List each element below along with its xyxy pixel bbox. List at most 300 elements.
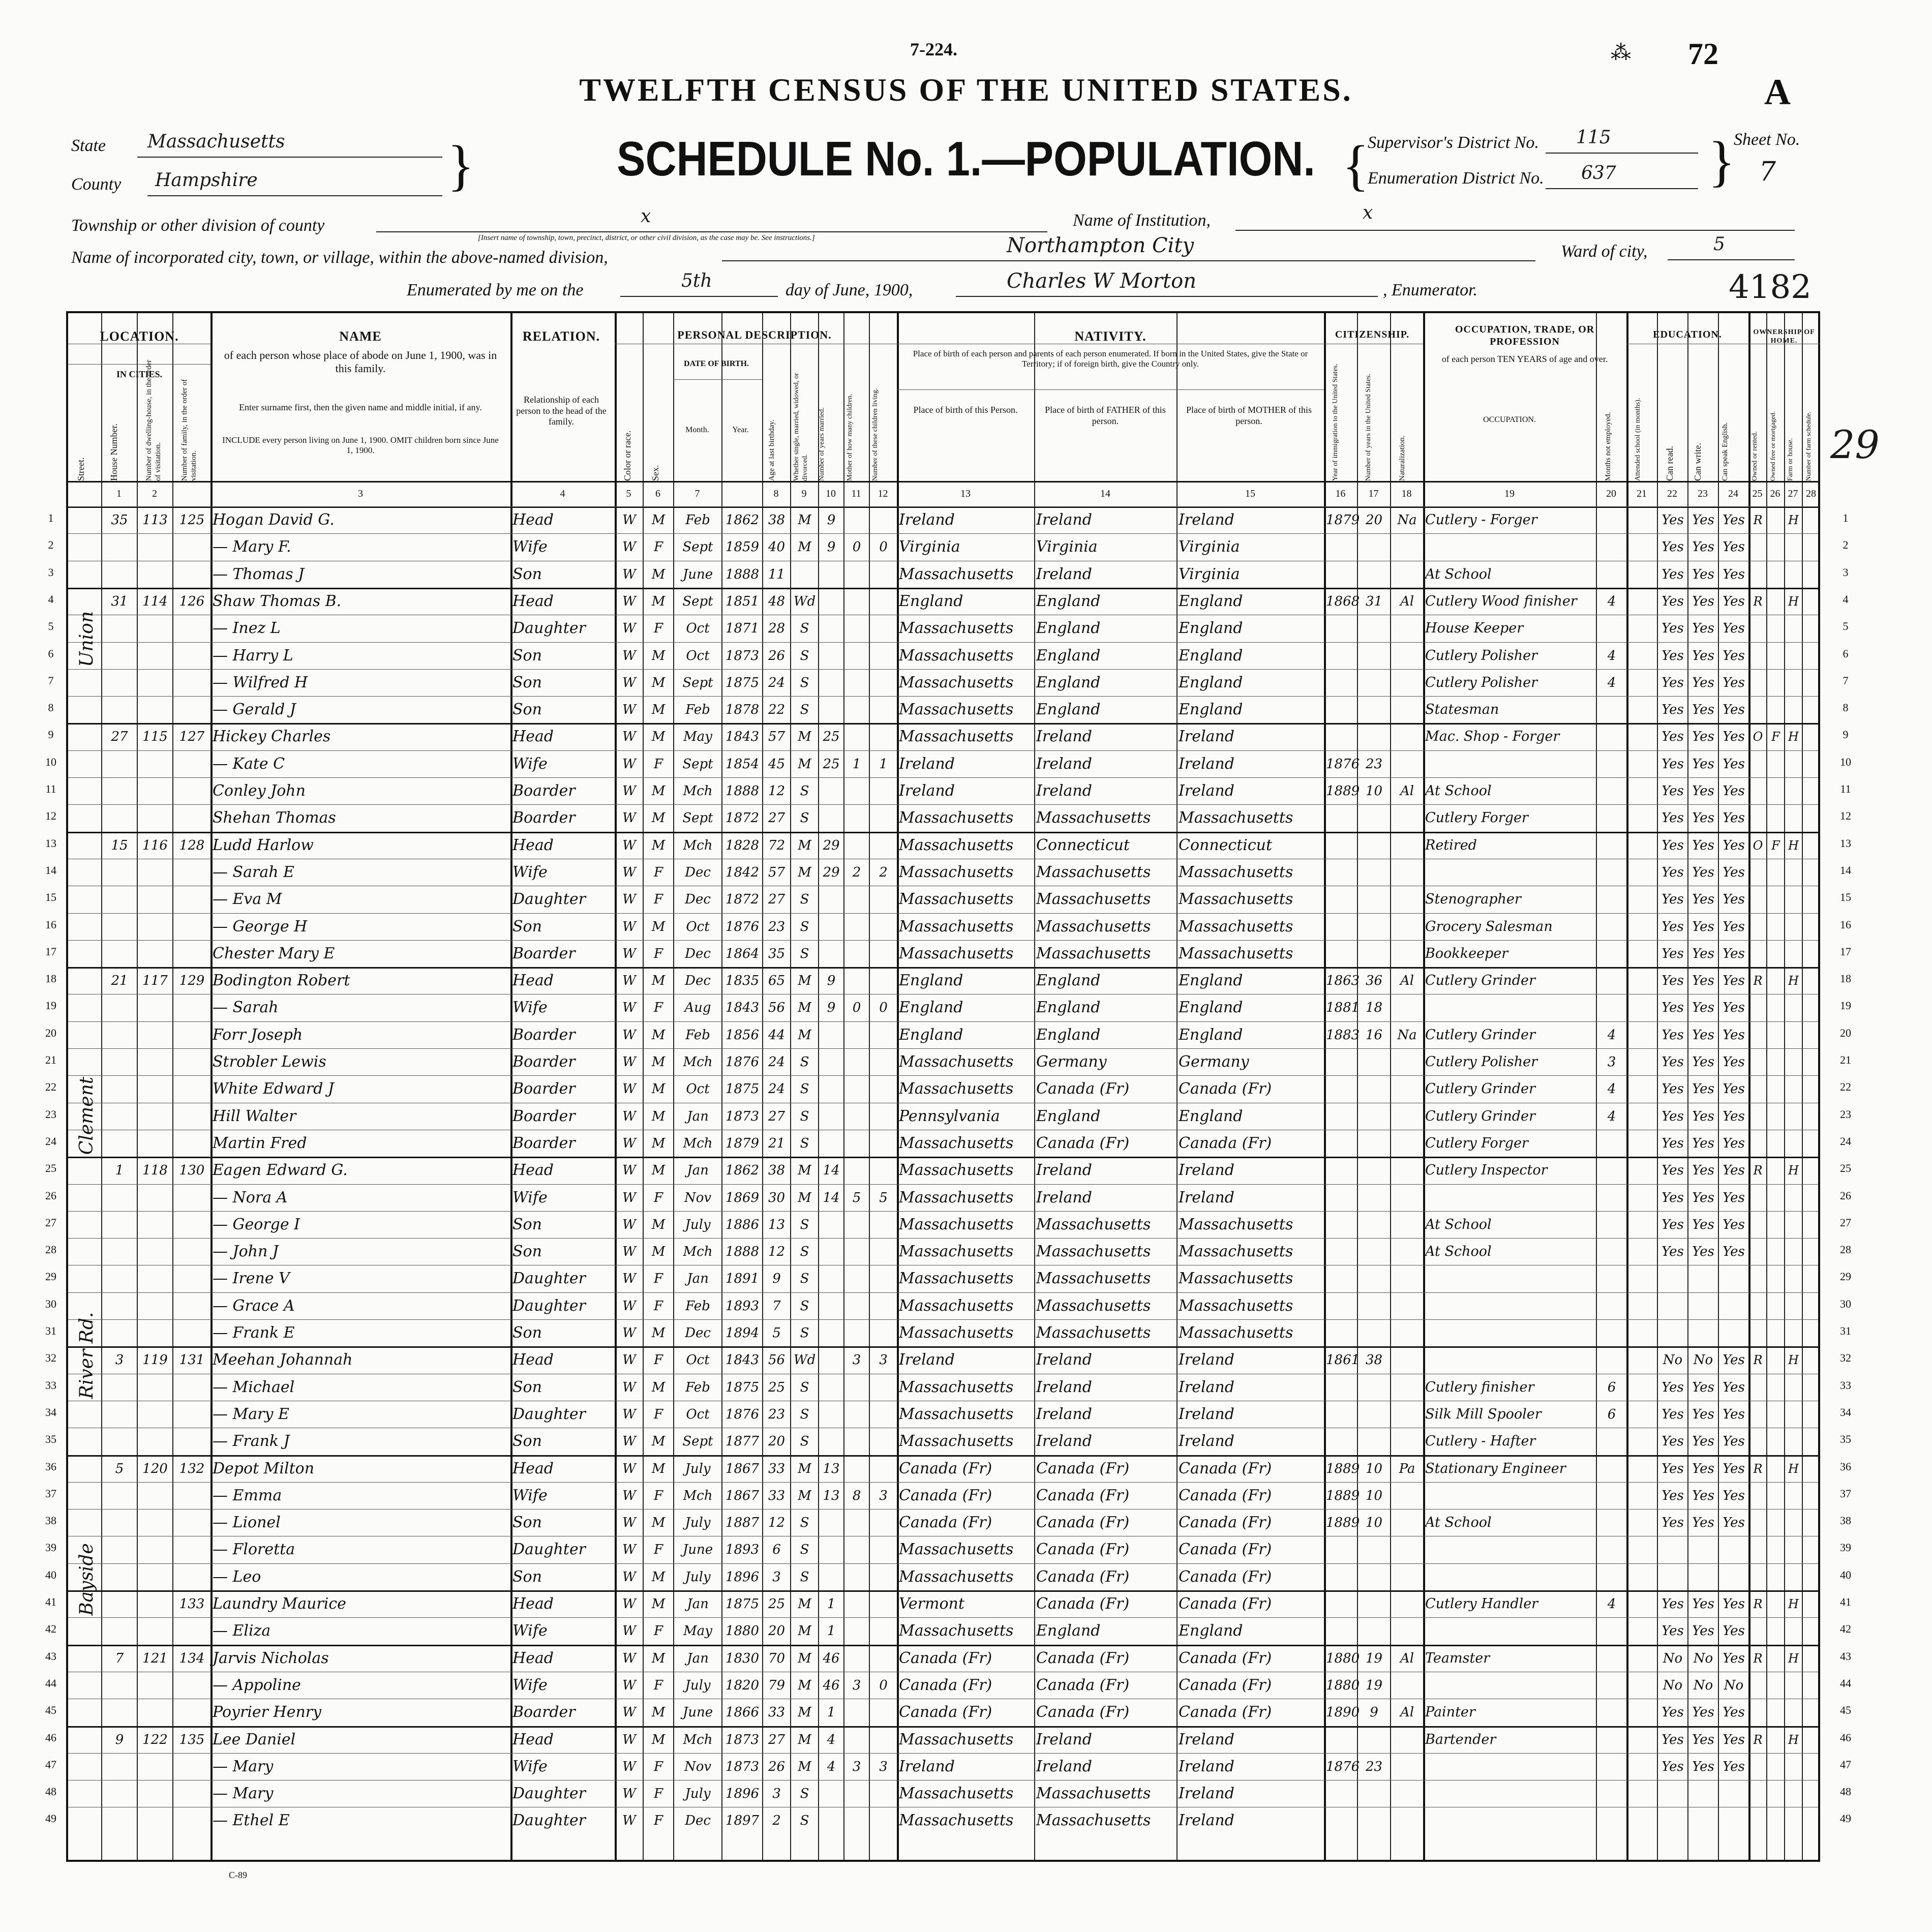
cell-wr: Yes [1692,621,1714,637]
cell-marital: S [800,1217,809,1232]
column-number: 10 [826,488,836,499]
occupation-description: of each person TEN YEARS of age and over. [1441,354,1608,364]
cell-wr: Yes [1692,864,1714,880]
cell-cl: 5 [879,1190,888,1205]
cell-pobf: Ireland [1036,728,1092,746]
cell-year: 1820 [725,1677,760,1693]
cell-pob: Massachusetts [899,1405,1014,1423]
cell-month: Mch [683,1488,713,1503]
line-number: 49 [1840,1812,1851,1825]
cell-color: W [622,973,636,989]
cell-age: 21 [768,1135,786,1151]
cell-rd: Yes [1662,1732,1684,1747]
cell-marital: S [800,1813,809,1829]
cell-sex: M [651,1054,666,1070]
cell-year: 1856 [725,1027,760,1043]
cell-occ: Bartender [1425,1731,1496,1747]
cell-marital: S [800,1406,809,1422]
cell-month: Dec [685,1813,711,1829]
cell-age: 23 [768,1406,786,1422]
stamp-number: 4182 [1729,268,1812,306]
cell-pobm: England [1179,619,1243,638]
cell-sex: M [651,1135,666,1151]
cell-sex: M [651,1732,666,1747]
cell-sex: F [653,864,663,880]
table-row [68,669,1820,696]
cell-color: W [622,1813,636,1829]
cell-pob: Massachusetts [899,917,1014,935]
table-row [68,1075,1820,1102]
cell-yrs: 19 [1365,1677,1383,1693]
cell-color: W [622,1271,636,1287]
cell-year: 1873 [725,648,760,663]
table-row [68,1482,1820,1509]
cell-wr: Yes [1692,566,1714,582]
cell-yrs: 36 [1365,973,1383,989]
cell-color: W [622,1786,636,1802]
cell-marital: S [800,1108,809,1124]
cell-month: Feb [685,1298,710,1314]
relation-header: RELATION. [522,329,600,344]
row-divider [68,364,210,365]
cell-en: Yes [1723,1759,1745,1774]
table-row [68,1103,1820,1130]
cell-color: W [622,1732,636,1747]
cell-wr: Yes [1692,1081,1714,1097]
supervisor-district-label: Supervisor's District No. [1368,133,1539,152]
cell-en: Yes [1723,512,1745,528]
cell-month: Mch [683,837,713,853]
cell-pobm: Canada (Fr) [1179,1541,1272,1559]
relation-description: Relationship of each person to the head of the family. [516,395,607,427]
line-number: 5 [1843,620,1849,633]
cell-marital: M [798,864,811,880]
cell-wr: Yes [1692,593,1714,609]
line-number: 10 [45,755,56,768]
cell-ym: 9 [827,539,836,555]
children-living-header: Number of these children living. [871,388,879,481]
cell-en: Yes [1723,1352,1745,1368]
cell-rd: No [1663,1677,1683,1693]
cell-name: — Grace A [213,1296,295,1315]
cell-pobm: Massachusetts [1179,944,1293,962]
cell-marital: S [800,1325,809,1341]
cell-age: 70 [768,1650,786,1666]
table-row [68,506,1820,533]
immigration-header: Year of immigration to the United States. [1332,364,1339,481]
cell-wr: Yes [1692,1705,1714,1720]
cell-wr: Yes [1692,1461,1714,1476]
street-label: Bayside [76,1543,97,1616]
line-number: 45 [1840,1704,1851,1717]
cell-year: 1880 [725,1623,760,1639]
cell-pobf: England [1036,1622,1101,1640]
line-number: 16 [45,918,56,931]
cell-relation: Daughter [512,1405,586,1423]
cell-imm: 1889 [1326,1515,1360,1531]
cell-pob: Ireland [899,754,955,773]
cell-wr: Yes [1692,729,1714,745]
cell-occ: Cutlery - Forger [1425,512,1537,528]
cell-year: 1872 [725,810,760,826]
cell-month: Feb [685,1379,710,1395]
cell-marital: S [800,810,809,826]
cell-name: Hill Walter [213,1107,296,1125]
cell-sex: F [653,892,663,908]
cell-wr: Yes [1692,1406,1714,1422]
cell-sex: F [653,621,663,637]
cell-relation: Wife [512,754,548,773]
cell-relation: Son [512,1243,542,1261]
line-number: 17 [1840,945,1851,958]
cell-pob: Massachusetts [899,1622,1014,1640]
cell-pobf: Connecticut [1036,836,1130,854]
cell-pobf: Canada (Fr) [1036,1134,1130,1152]
cell-house: 21 [111,973,128,989]
cell-pobf: Ireland [1036,1161,1092,1180]
cell-month: May [683,729,712,745]
cell-relation: Head [512,1459,554,1477]
table-row [68,696,1820,723]
table-row [68,1726,1820,1753]
cell-rd: Yes [1662,1190,1684,1205]
cell-own: R [1753,1732,1763,1747]
cell-pobf: Canada (Fr) [1036,1514,1130,1532]
cell-own: R [1753,1163,1763,1178]
cell-pob: Canada (Fr) [899,1649,992,1667]
line-number: 23 [1840,1107,1851,1121]
cell-color: W [622,783,636,799]
column-number: 28 [1806,488,1816,499]
cell-name: — Lionel [213,1514,281,1532]
cell-rd: No [1663,1650,1683,1666]
line-number: 18 [45,972,56,985]
cell-color: W [622,1461,636,1476]
table-row [68,1021,1820,1048]
cell-sex: M [651,1650,666,1666]
cell-age: 12 [768,783,786,799]
cell-pobf: Ireland [1036,1378,1092,1396]
cell-month: Sept [682,1434,713,1450]
cell-en: Yes [1723,1244,1745,1260]
cell-pobf: Ireland [1036,565,1092,583]
cell-year: 1867 [725,1461,760,1476]
cell-month: Mch [683,783,713,799]
cell-relation: Wife [512,999,548,1017]
cell-mo: 5 [852,1190,861,1205]
cell-occ: Cutlery Polisher [1425,674,1537,690]
column-number: 19 [1504,488,1515,499]
cell-name: Martin Fred [213,1134,307,1152]
page-number: 72 [1688,37,1718,71]
cell-name: — Wilfred H [213,673,308,691]
census-title: TWELFTH CENSUS OF THE UNITED STATES. [579,72,1353,108]
cell-pobf: Canada (Fr) [1036,1703,1130,1722]
cell-imm: 1868 [1326,593,1360,609]
cell-year: 1888 [725,783,760,799]
cell-sex: F [653,756,663,772]
cell-pobm: England [1179,972,1243,990]
cell-ym: 13 [823,1488,840,1503]
cell-en: Yes [1723,919,1745,934]
cell-age: 5 [772,1325,781,1341]
cell-mne: 4 [1607,648,1616,663]
cell-occ: House Keeper [1425,620,1524,637]
cell-month: July [685,1569,711,1585]
cell-pobf: Massachusetts [1036,1812,1151,1830]
table-row [68,1807,1820,1834]
cell-pob: Canada (Fr) [899,1703,992,1722]
cell-year: 1867 [725,1488,760,1503]
pob-mother-header: Place of birth of MOTHER of this person. [1186,405,1312,426]
cell-sex: M [651,729,666,745]
cell-dwelling: 117 [142,973,168,989]
cell-occ: Cutlery Forger [1425,1135,1528,1151]
cell-ym: 1 [827,1623,836,1639]
cell-ym: 14 [823,1190,840,1205]
cell-age: 56 [768,1352,786,1368]
cell-color: W [622,1623,636,1639]
table-row [68,1672,1820,1699]
cell-sex: M [651,1705,666,1720]
cell-sex: M [651,810,666,826]
cell-year: 1872 [725,892,760,908]
line-number: 8 [48,701,54,714]
cell-year: 1894 [725,1325,760,1341]
cell-farm: H [1788,594,1799,609]
cell-en: Yes [1723,1406,1745,1422]
cell-sex: M [651,1081,666,1097]
cell-name: Conley John [213,782,306,800]
table-row [68,1157,1820,1184]
line-number: 12 [1840,809,1851,823]
cell-rd: Yes [1662,1081,1684,1097]
cell-pobf: Ireland [1036,754,1092,773]
cell-wr: Yes [1692,1596,1714,1612]
cell-sex: F [653,1542,663,1558]
cell-color: W [622,1406,636,1422]
can-read-header: Can read. [1665,446,1675,481]
line-number: 28 [1840,1243,1851,1256]
cell-relation: Daughter [512,1785,586,1803]
cell-pob: Massachusetts [899,1432,1014,1451]
cell-age: 35 [768,946,786,961]
cell-pobf: Massachusetts [1036,1243,1151,1261]
cell-pobf: England [1036,619,1101,638]
cell-cl: 0 [879,1677,888,1693]
cell-wr: Yes [1692,892,1714,908]
cell-dwelling: 115 [142,729,168,745]
cell-sex: M [651,783,666,799]
cell-cl: 0 [879,539,888,555]
cell-age: 45 [768,756,786,772]
cell-cl: 1 [879,756,888,772]
cell-marital: S [800,1515,809,1531]
cell-marital: S [800,1244,809,1260]
name-instruction-2: INCLUDE every person living on June 1, 1900. OMIT children born since June 1, 1900. [222,435,499,456]
line-number: 26 [1840,1189,1851,1202]
cell-age: 11 [768,566,786,582]
cell-pob: Massachusetts [899,701,1014,719]
cell-pobf: Canada (Fr) [1036,1486,1130,1504]
cell-name: — Frank J [213,1432,290,1451]
cell-year: 1878 [725,702,760,718]
cell-pobf: Massachusetts [1036,1215,1151,1233]
cell-age: 12 [768,1244,786,1260]
cell-marital: S [800,621,809,637]
column-number: 24 [1728,488,1738,499]
table-row [68,1238,1820,1265]
cell-wr: Yes [1692,1515,1714,1531]
cell-marital: M [798,1650,811,1666]
column-number: 17 [1368,488,1379,499]
line-number: 27 [1840,1216,1851,1229]
cell-en: Yes [1723,621,1745,637]
line-number: 48 [1840,1785,1851,1798]
line-number: 7 [48,674,54,687]
table-row [68,777,1820,804]
cell-sex: F [653,1190,663,1205]
cell-color: W [622,1081,636,1097]
cell-relation: Wife [512,1757,548,1775]
cell-year: 1893 [725,1298,760,1314]
cell-en: Yes [1723,1488,1745,1503]
table-row [68,994,1820,1021]
line-number: 19 [1840,999,1851,1012]
cell-rd: Yes [1662,1623,1684,1639]
cell-name: — Irene V [213,1270,290,1288]
column-number: 8 [773,488,779,499]
cell-age: 3 [772,1569,781,1585]
line-number: 36 [45,1460,56,1473]
cell-rd: Yes [1662,648,1684,663]
line-number: 29 [1840,1270,1851,1283]
cell-name: Lee Daniel [213,1730,296,1748]
table-row [68,1401,1820,1428]
cell-marital: M [798,1759,811,1774]
cell-marital: M [798,1596,811,1612]
cell-pob: Massachusetts [899,1812,1014,1830]
cell-month: Oct [686,1081,710,1097]
cell-relation: Daughter [512,890,586,909]
line-number: 35 [1840,1433,1851,1446]
cell-relation: Head [512,1730,554,1748]
table-row [68,1265,1820,1292]
line-number: 33 [1840,1378,1851,1392]
cell-en: Yes [1723,593,1745,609]
cell-name: — Kate C [213,754,285,773]
cell-occ: Retired [1425,837,1477,853]
cell-pob: Massachusetts [899,565,1014,583]
cell-month: Feb [685,512,710,528]
cell-pobm: Ireland [1179,1405,1234,1423]
family-number-header: Number of family, in the order of visitation. [180,379,198,481]
cell-en: Yes [1723,810,1745,826]
cell-rd: Yes [1662,702,1684,718]
cell-relation: Son [512,1514,542,1532]
cell-sex: F [653,539,663,555]
city-value: Northampton City [1007,234,1194,257]
cell-month: Mch [683,1135,713,1151]
cell-occ: At School [1425,1515,1492,1531]
cell-name: — George H [213,917,308,935]
cell-en: Yes [1723,729,1745,745]
column-number: 11 [851,488,861,499]
table-row [68,723,1820,750]
cell-pobf: Massachusetts [1036,1270,1151,1288]
occupation-header: OCCUPATION, TRADE, OR PROFESSION [1455,324,1595,347]
cell-name: — Thomas J [213,565,305,583]
line-number: 43 [45,1649,56,1663]
column-number: 4 [560,488,565,499]
cell-name: Poyrier Henry [213,1703,322,1722]
line-number: 36 [1840,1460,1851,1473]
cell-marital: S [800,946,809,961]
cell-mne: 3 [1607,1054,1616,1070]
cell-wr: Yes [1692,756,1714,772]
cell-dwelling: 118 [142,1163,168,1179]
table-row [68,913,1820,940]
cell-age: 25 [768,1379,786,1395]
cell-wr: Yes [1692,1759,1714,1774]
table-row [68,804,1820,831]
cell-relation: Head [512,728,554,746]
cell-name: — Appoline [213,1676,301,1694]
cell-color: W [622,919,636,934]
line-number: 1 [1843,511,1849,524]
cell-family: 129 [179,973,205,989]
schedule-title: SCHEDULE No. 1.—POPULATION. [617,132,1315,186]
cell-pobm: Canada (Fr) [1179,1459,1272,1477]
cell-rd: No [1663,1352,1683,1368]
cell-sex: F [653,1298,663,1314]
cell-relation: Head [512,1595,554,1613]
line-number: 13 [45,836,56,850]
cell-wr: Yes [1692,675,1714,690]
cell-color: W [622,675,636,690]
line-number: 42 [45,1622,56,1636]
cell-farm: H [1788,1163,1799,1178]
line-number: 44 [45,1676,56,1689]
marital-header: Whether single, married, widowed, or divorced. [793,373,809,481]
cell-color: W [622,810,636,826]
row-divider [673,379,762,380]
cell-pobm: Ireland [1179,1812,1234,1830]
line-number: 28 [45,1243,56,1256]
column-number: 15 [1245,488,1255,499]
cell-cl: 0 [879,1000,888,1016]
owned-rented-header: Owned or rented. [1751,431,1759,481]
line-number: 30 [45,1297,56,1310]
ward-label: Ward of city, [1561,242,1648,261]
cell-sex: M [651,1379,666,1395]
column-number: 7 [695,488,700,499]
township-value: x [641,206,651,227]
cell-pob: Massachusetts [899,1541,1014,1559]
cell-color: W [622,1163,636,1179]
cell-relation: Head [512,511,554,529]
cell-month: Oct [686,621,710,637]
street-label: River Rd. [76,1312,97,1399]
cell-cl: 3 [879,1759,888,1774]
cell-pobm: Ireland [1179,1351,1234,1369]
cell-name: — Ethel E [213,1812,290,1830]
cell-wr: Yes [1692,1244,1714,1260]
cell-yrs: 23 [1365,1759,1383,1774]
cell-relation: Son [512,673,542,691]
cell-color: W [622,1217,636,1232]
cell-rd: Yes [1662,1406,1684,1422]
